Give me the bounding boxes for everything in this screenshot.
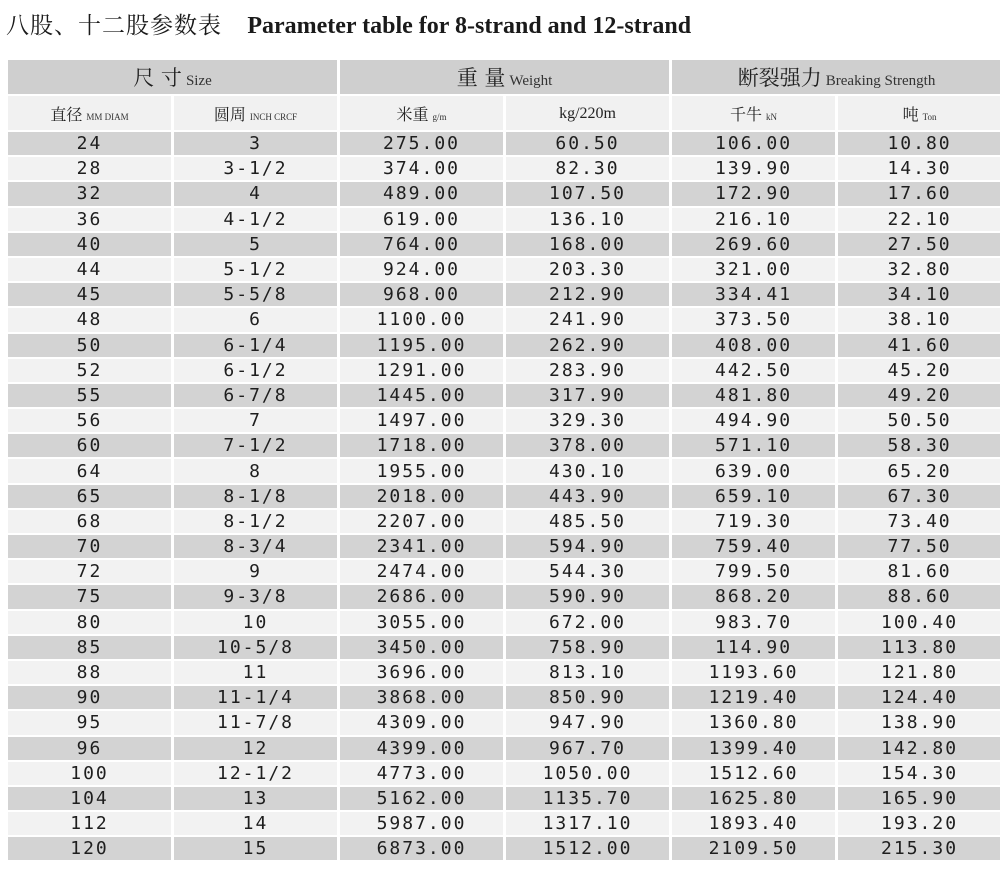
cell-grams-per-meter: 4399.00 — [340, 737, 503, 760]
cell-kilonewton: 868.20 — [672, 585, 835, 608]
cell-circumference: 10-5/8 — [174, 636, 337, 659]
cell-ton: 77.50 — [838, 535, 1000, 558]
cell-circumference: 6-1/4 — [174, 334, 337, 357]
table-row — [8, 132, 1000, 155]
cell-ton: 124.40 — [838, 686, 1000, 709]
cell-kilonewton: 799.50 — [672, 560, 835, 583]
cell-grams-per-meter: 2207.00 — [340, 510, 503, 533]
cell-kilonewton: 172.90 — [672, 182, 835, 205]
cell-kilonewton: 114.90 — [672, 636, 835, 659]
cell-kg-per-220m: 947.90 — [506, 711, 669, 734]
col-header-circumference: 圆周 INCH CRCF — [174, 96, 337, 130]
cell-circumference: 3 — [174, 132, 337, 155]
cell-circumference: 5-1/2 — [174, 258, 337, 281]
table-row — [8, 661, 1000, 684]
cell-kg-per-220m: 241.90 — [506, 308, 669, 331]
parameter-table — [5, 58, 1000, 862]
cell-kg-per-220m: 317.90 — [506, 384, 669, 407]
cell-grams-per-meter: 968.00 — [340, 283, 503, 306]
table-row — [8, 585, 1000, 608]
cell-circumference: 9 — [174, 560, 337, 583]
table-row — [8, 409, 1000, 432]
cell-ton: 22.10 — [838, 208, 1000, 231]
cell-grams-per-meter: 3055.00 — [340, 611, 503, 634]
table-row — [8, 308, 1000, 331]
column-header-row — [8, 96, 1000, 130]
table-row — [8, 535, 1000, 558]
cell-circumference: 8-1/8 — [174, 485, 337, 508]
cell-kilonewton: 494.90 — [672, 409, 835, 432]
cell-circumference: 8-3/4 — [174, 535, 337, 558]
cell-diameter: 96 — [8, 737, 171, 760]
cell-diameter: 44 — [8, 258, 171, 281]
table-row — [8, 711, 1000, 734]
cell-kilonewton: 639.00 — [672, 459, 835, 482]
cell-ton: 121.80 — [838, 661, 1000, 684]
cell-diameter: 104 — [8, 787, 171, 810]
cell-kilonewton: 571.10 — [672, 434, 835, 457]
cell-kg-per-220m: 430.10 — [506, 459, 669, 482]
cell-kilonewton: 983.70 — [672, 611, 835, 634]
cell-kilonewton: 1399.40 — [672, 737, 835, 760]
cell-diameter: 80 — [8, 611, 171, 634]
cell-grams-per-meter: 489.00 — [340, 182, 503, 205]
cell-grams-per-meter: 2686.00 — [340, 585, 503, 608]
cell-diameter: 112 — [8, 812, 171, 835]
cell-ton: 215.30 — [838, 837, 1000, 860]
table-row — [8, 636, 1000, 659]
header-weight: 重 量 Weight — [340, 60, 669, 94]
cell-grams-per-meter: 764.00 — [340, 233, 503, 256]
cell-diameter: 24 — [8, 132, 171, 155]
cell-diameter: 72 — [8, 560, 171, 583]
header-size: 尺 寸 Size — [8, 60, 337, 94]
cell-ton: 32.80 — [838, 258, 1000, 281]
cell-diameter: 88 — [8, 661, 171, 684]
cell-kg-per-220m: 594.90 — [506, 535, 669, 558]
cell-kilonewton: 216.10 — [672, 208, 835, 231]
cell-grams-per-meter: 275.00 — [340, 132, 503, 155]
cell-kilonewton: 719.30 — [672, 510, 835, 533]
cell-kg-per-220m: 967.70 — [506, 737, 669, 760]
cell-circumference: 13 — [174, 787, 337, 810]
cell-ton: 165.90 — [838, 787, 1000, 810]
cell-circumference: 5 — [174, 233, 337, 256]
cell-grams-per-meter: 924.00 — [340, 258, 503, 281]
cell-ton: 49.20 — [838, 384, 1000, 407]
col-header-kilonewton: 千牛 kN — [672, 96, 835, 130]
table-row — [8, 686, 1000, 709]
cell-kilonewton: 1193.60 — [672, 661, 835, 684]
cell-kg-per-220m: 262.90 — [506, 334, 669, 357]
table-row — [8, 359, 1000, 382]
cell-grams-per-meter: 3696.00 — [340, 661, 503, 684]
cell-kg-per-220m: 378.00 — [506, 434, 669, 457]
cell-diameter: 95 — [8, 711, 171, 734]
cell-grams-per-meter: 1718.00 — [340, 434, 503, 457]
cell-circumference: 3-1/2 — [174, 157, 337, 180]
cell-ton: 58.30 — [838, 434, 1000, 457]
cell-kilonewton: 334.41 — [672, 283, 835, 306]
cell-diameter: 65 — [8, 485, 171, 508]
table-row — [8, 737, 1000, 760]
cell-circumference: 9-3/8 — [174, 585, 337, 608]
cell-ton: 65.20 — [838, 459, 1000, 482]
cell-circumference: 12 — [174, 737, 337, 760]
table-row — [8, 334, 1000, 357]
cell-ton: 17.60 — [838, 182, 1000, 205]
cell-grams-per-meter: 1445.00 — [340, 384, 503, 407]
cell-kg-per-220m: 1050.00 — [506, 762, 669, 785]
table-row — [8, 384, 1000, 407]
cell-kilonewton: 1893.40 — [672, 812, 835, 835]
col-header-ton: 吨 Ton — [838, 96, 1000, 130]
table-row — [8, 233, 1000, 256]
table-row — [8, 510, 1000, 533]
cell-kilonewton: 1360.80 — [672, 711, 835, 734]
cell-diameter: 120 — [8, 837, 171, 860]
cell-diameter: 85 — [8, 636, 171, 659]
cell-kg-per-220m: 544.30 — [506, 560, 669, 583]
cell-kg-per-220m: 136.10 — [506, 208, 669, 231]
cell-diameter: 36 — [8, 208, 171, 231]
cell-grams-per-meter: 1955.00 — [340, 459, 503, 482]
cell-diameter: 40 — [8, 233, 171, 256]
cell-kg-per-220m: 203.30 — [506, 258, 669, 281]
cell-ton: 38.10 — [838, 308, 1000, 331]
table-row — [8, 812, 1000, 835]
table-row — [8, 762, 1000, 785]
cell-grams-per-meter: 2341.00 — [340, 535, 503, 558]
cell-kilonewton: 321.00 — [672, 258, 835, 281]
cell-kg-per-220m: 329.30 — [506, 409, 669, 432]
cell-ton: 50.50 — [838, 409, 1000, 432]
cell-circumference: 4-1/2 — [174, 208, 337, 231]
cell-kg-per-220m: 758.90 — [506, 636, 669, 659]
cell-circumference: 11 — [174, 661, 337, 684]
table-row — [8, 560, 1000, 583]
cell-ton: 142.80 — [838, 737, 1000, 760]
cell-kg-per-220m: 107.50 — [506, 182, 669, 205]
cell-kilonewton: 139.90 — [672, 157, 835, 180]
cell-grams-per-meter: 5162.00 — [340, 787, 503, 810]
cell-kilonewton: 269.60 — [672, 233, 835, 256]
cell-grams-per-meter: 4773.00 — [340, 762, 503, 785]
cell-kg-per-220m: 82.30 — [506, 157, 669, 180]
col-header-diameter: 直径 MM DIAM — [8, 96, 171, 130]
cell-diameter: 64 — [8, 459, 171, 482]
cell-circumference: 6 — [174, 308, 337, 331]
cell-kg-per-220m: 212.90 — [506, 283, 669, 306]
cell-diameter: 32 — [8, 182, 171, 205]
cell-diameter: 45 — [8, 283, 171, 306]
cell-kilonewton: 408.00 — [672, 334, 835, 357]
cell-circumference: 6-7/8 — [174, 384, 337, 407]
table-row — [8, 258, 1000, 281]
cell-ton: 41.60 — [838, 334, 1000, 357]
cell-ton: 138.90 — [838, 711, 1000, 734]
cell-circumference: 11-7/8 — [174, 711, 337, 734]
cell-ton: 27.50 — [838, 233, 1000, 256]
cell-kilonewton: 373.50 — [672, 308, 835, 331]
cell-diameter: 68 — [8, 510, 171, 533]
table-row — [8, 459, 1000, 482]
cell-grams-per-meter: 374.00 — [340, 157, 503, 180]
cell-diameter: 75 — [8, 585, 171, 608]
cell-ton: 113.80 — [838, 636, 1000, 659]
table-row — [8, 787, 1000, 810]
cell-grams-per-meter: 1291.00 — [340, 359, 503, 382]
table-row — [8, 157, 1000, 180]
cell-diameter: 60 — [8, 434, 171, 457]
cell-ton: 193.20 — [838, 812, 1000, 835]
cell-circumference: 6-1/2 — [174, 359, 337, 382]
col-header-kg-per-220m: kg/220m — [506, 96, 669, 130]
title-chinese: 八股、十二股参数表 — [6, 13, 222, 39]
page-title — [6, 8, 691, 44]
cell-kilonewton: 1512.60 — [672, 762, 835, 785]
cell-circumference: 7-1/2 — [174, 434, 337, 457]
cell-grams-per-meter: 5987.00 — [340, 812, 503, 835]
cell-kg-per-220m: 813.10 — [506, 661, 669, 684]
cell-diameter: 56 — [8, 409, 171, 432]
cell-kilonewton: 2109.50 — [672, 837, 835, 860]
table-row — [8, 485, 1000, 508]
cell-ton: 67.30 — [838, 485, 1000, 508]
cell-diameter: 55 — [8, 384, 171, 407]
table-row — [8, 837, 1000, 860]
cell-ton: 10.80 — [838, 132, 1000, 155]
table-row — [8, 611, 1000, 634]
cell-ton: 88.60 — [838, 585, 1000, 608]
cell-grams-per-meter: 2474.00 — [340, 560, 503, 583]
cell-circumference: 15 — [174, 837, 337, 860]
table-row — [8, 208, 1000, 231]
cell-ton: 14.30 — [838, 157, 1000, 180]
col-header-grams-per-meter: 米重 g/m — [340, 96, 503, 130]
cell-grams-per-meter: 1497.00 — [340, 409, 503, 432]
cell-kilonewton: 1219.40 — [672, 686, 835, 709]
cell-ton: 34.10 — [838, 283, 1000, 306]
cell-grams-per-meter: 4309.00 — [340, 711, 503, 734]
cell-kg-per-220m: 672.00 — [506, 611, 669, 634]
cell-grams-per-meter: 3868.00 — [340, 686, 503, 709]
cell-circumference: 8 — [174, 459, 337, 482]
cell-grams-per-meter: 6873.00 — [340, 837, 503, 860]
cell-grams-per-meter: 3450.00 — [340, 636, 503, 659]
cell-kilonewton: 1625.80 — [672, 787, 835, 810]
cell-circumference: 14 — [174, 812, 337, 835]
cell-ton: 100.40 — [838, 611, 1000, 634]
cell-diameter: 48 — [8, 308, 171, 331]
cell-ton: 45.20 — [838, 359, 1000, 382]
cell-circumference: 4 — [174, 182, 337, 205]
table-row — [8, 434, 1000, 457]
title-english: Parameter table for 8-strand and 12-strand — [247, 13, 692, 39]
cell-circumference: 8-1/2 — [174, 510, 337, 533]
cell-kilonewton: 106.00 — [672, 132, 835, 155]
cell-circumference: 11-1/4 — [174, 686, 337, 709]
cell-kg-per-220m: 443.90 — [506, 485, 669, 508]
cell-circumference: 7 — [174, 409, 337, 432]
cell-kilonewton: 481.80 — [672, 384, 835, 407]
cell-diameter: 28 — [8, 157, 171, 180]
table-row — [8, 182, 1000, 205]
cell-ton: 73.40 — [838, 510, 1000, 533]
cell-kg-per-220m: 1135.70 — [506, 787, 669, 810]
cell-diameter: 100 — [8, 762, 171, 785]
cell-grams-per-meter: 1100.00 — [340, 308, 503, 331]
cell-grams-per-meter: 619.00 — [340, 208, 503, 231]
cell-grams-per-meter: 2018.00 — [340, 485, 503, 508]
cell-kilonewton: 759.40 — [672, 535, 835, 558]
cell-kilonewton: 442.50 — [672, 359, 835, 382]
cell-ton: 81.60 — [838, 560, 1000, 583]
cell-circumference: 5-5/8 — [174, 283, 337, 306]
cell-ton: 154.30 — [838, 762, 1000, 785]
cell-circumference: 10 — [174, 611, 337, 634]
cell-kg-per-220m: 168.00 — [506, 233, 669, 256]
cell-diameter: 90 — [8, 686, 171, 709]
cell-grams-per-meter: 1195.00 — [340, 334, 503, 357]
cell-kg-per-220m: 590.90 — [506, 585, 669, 608]
cell-kg-per-220m: 1512.00 — [506, 837, 669, 860]
cell-kg-per-220m: 60.50 — [506, 132, 669, 155]
cell-kg-per-220m: 1317.10 — [506, 812, 669, 835]
cell-kg-per-220m: 485.50 — [506, 510, 669, 533]
cell-diameter: 50 — [8, 334, 171, 357]
group-header-row — [8, 60, 1000, 94]
header-breaking-strength: 断裂强力 Breaking Strength — [672, 60, 1000, 94]
cell-kg-per-220m: 283.90 — [506, 359, 669, 382]
cell-circumference: 12-1/2 — [174, 762, 337, 785]
cell-diameter: 70 — [8, 535, 171, 558]
cell-diameter: 52 — [8, 359, 171, 382]
cell-kg-per-220m: 850.90 — [506, 686, 669, 709]
table-row — [8, 283, 1000, 306]
cell-kilonewton: 659.10 — [672, 485, 835, 508]
